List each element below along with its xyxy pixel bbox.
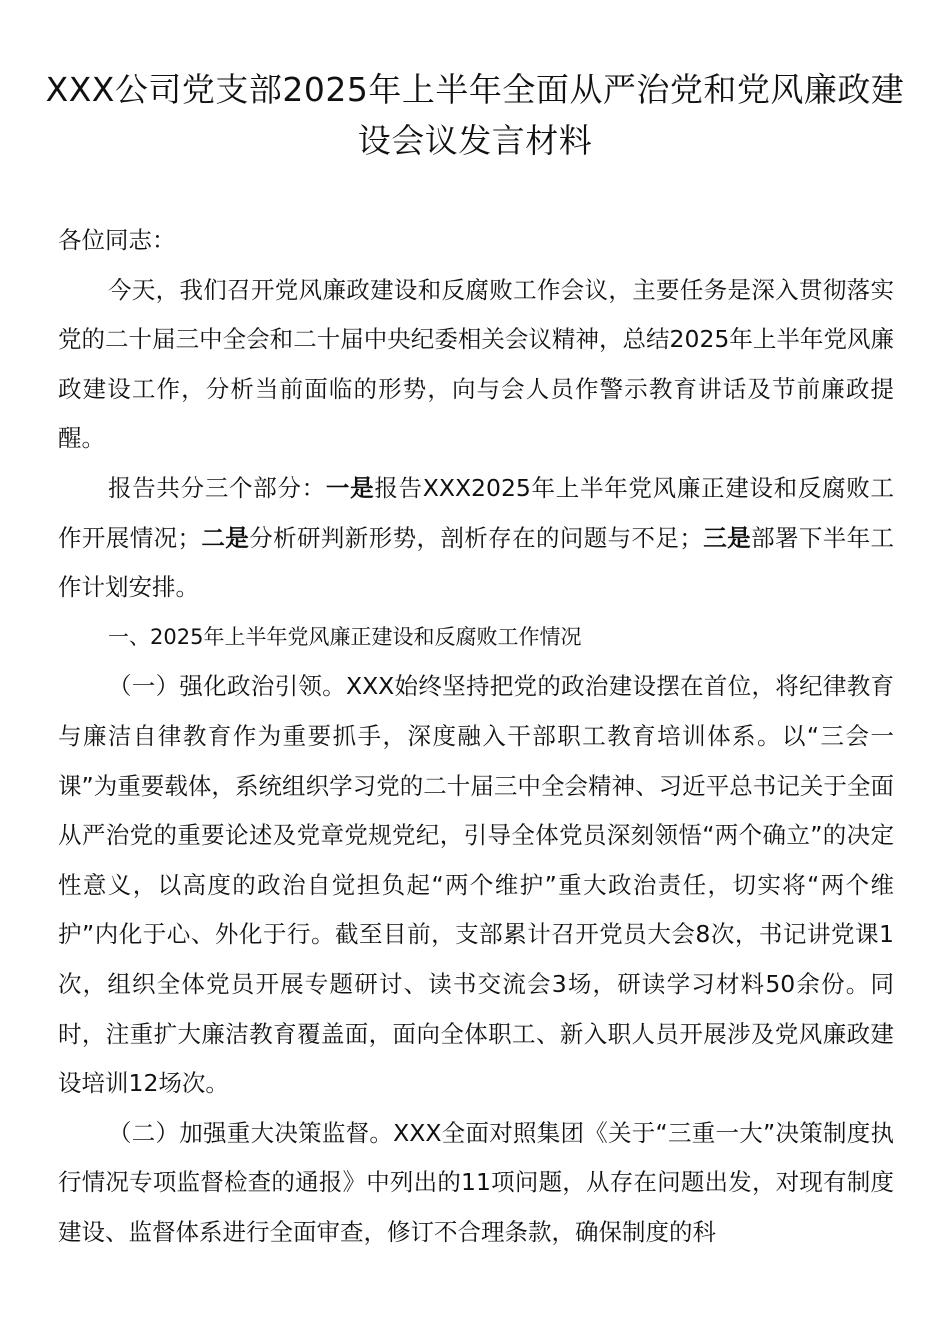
document-body (58, 216, 894, 1257)
intro-paragraph: 今天，我们召开党风廉政建设和反腐败工作会议，主要任务是深入贯彻落实党的二十届三中全会和二十届中央纪委相关会议精神，总结2025年上半年党风廉政建设工作，分析当前面临的形势，向与会人员作警示教育讲话及节前廉政提醒。 (58, 275, 894, 453)
outline-part1-text: 报告XXX2025年上半年党风廉正建设和反腐败工作开展情况； (58, 473, 895, 552)
outline-part1-label: 一是 (325, 473, 375, 502)
salutation: 各位同志： (58, 226, 176, 254)
outline-part3-label: 三是 (702, 523, 752, 552)
section-heading: 一、2025年上半年党风廉正建设和反腐败工作情况 (108, 624, 582, 649)
outline-lead: 报告共分三个部分： (108, 473, 326, 502)
document-title: XXX公司党支部2025年上半年全面从严治党和党风廉政建设会议发言材料 (45, 70, 905, 160)
paragraph-item-1: （一）强化政治引领。XXX始终坚持把党的政治建设摆在首位，将纪律教育与廉洁自律教育作为重要抓手，深度融入干部职工教育培训体系。以“三会一课”为重要载体，系统组织学习党的二十届三中全会精神、习近平总书记关于全面从严治党的重要论述及党章党规党纪，引导全体党员深刻领悟“两个确立”的决定性意义，以高度的政治自觉担负起“两个维护”重大政治责任，切实将“两个维护”内化于心、外化于行。截至目前，支部累计召开党员大会8次，书记讲党课1次，组织全体党员开展专题研讨、读书交流会3场，研读学习材料50余份。同时，注重扩大廉洁教育覆盖面，面向全体职工、新入职人员开展涉及党风廉政建设培训12场次。 (58, 672, 894, 1098)
outline-part3-text: 部署下半年工作计划安排。 (58, 523, 895, 602)
outline-part2-label: 二是 (201, 523, 250, 552)
paragraph-item-2: （二）加强重大决策监督。XXX全面对照集团《关于“三重一大”决策制度执行情况专项监督检查的通报》中列出的11项问题，从存在问题出发，对现有制度建设、监督体系进行全面审查，修订不合理条款，确保制度的科 (58, 1118, 894, 1246)
outline-paragraph (58, 464, 894, 613)
outline-part2-text: 分析研判新形势，剖析存在的问题与不足； (249, 523, 703, 552)
